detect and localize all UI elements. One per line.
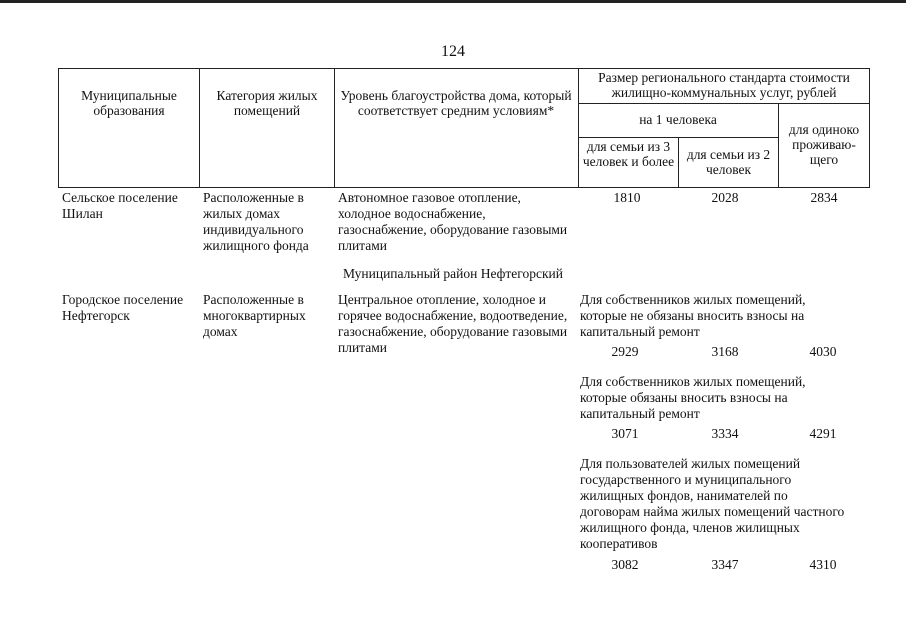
- header-category: Категория жилых помещений: [216, 88, 318, 118]
- row2-group3-single: 4310: [809, 557, 837, 572]
- row2-group3-family2: 3347: [711, 557, 739, 572]
- header-level: Уровень благоустройства дома, который соответствует средним условиям*: [340, 88, 572, 118]
- header-mid-line: [578, 103, 870, 104]
- row2-municipal: Городское поселение Нефтегорск: [62, 292, 184, 323]
- header-municipal: Муниципальные образования: [81, 88, 177, 118]
- header-per-person: на 1 человека: [639, 112, 717, 127]
- row2-level: Центральное отопление, холодное и горячее водоснабжение, водоотведение, газоснабжение, оборудование газовыми плитами: [338, 292, 568, 355]
- district-heading: Муниципальный район Нефтегорский: [342, 266, 563, 281]
- row2-group3-family3: 3082: [611, 557, 639, 572]
- header-vline-2: [334, 68, 335, 188]
- row2-group2-family2: 3334: [711, 426, 739, 441]
- row1-municipal: Сельское поселение Шилан: [62, 190, 178, 221]
- row2-category: Расположенные в многоквартирных домах: [203, 292, 306, 339]
- header-vline-0: [58, 68, 59, 188]
- header-vline-4: [678, 137, 679, 188]
- top-border: [0, 0, 906, 3]
- row2-group1-single: 4030: [809, 344, 837, 359]
- row2-group2-label: Для собственников жилых помещений, которые обязаны вносить взносы на капитальный ремонт: [580, 374, 806, 421]
- header-vline-3: [578, 68, 579, 188]
- row1-level: Автономное газовое отопление, холодное водоснабжение, газоснабжение, оборудование газовыми плитами: [338, 190, 568, 253]
- header-bottom-line: [58, 187, 870, 188]
- row2-group2-single: 4291: [809, 426, 837, 441]
- header-family3: для семьи из 3 человек и более: [582, 139, 675, 169]
- row2-group1-family2: 3168: [711, 344, 739, 359]
- header-family2: для семьи из 2 человек: [686, 147, 771, 177]
- header-top-line: [58, 68, 870, 69]
- row1-value-single: 2834: [810, 190, 838, 205]
- header-vline-1: [199, 68, 200, 188]
- header-single: для одиноко проживаю-щего: [788, 122, 860, 167]
- row2-group1-label: Для собственников жилых помещений, которые не обязаны вносить взносы на капитальный ремонт: [580, 292, 806, 339]
- row1-value-family3: 1810: [613, 190, 641, 205]
- header-standard-size: Размер регионального стандарта стоимости жилищно-коммунальных услуг, рублей: [598, 70, 850, 100]
- row1-category: Расположенные в жилых домах индивидуального жилищного фонда: [203, 190, 309, 253]
- row1-value-family2: 2028: [711, 190, 739, 205]
- row2-group3-label: Для пользователей жилых помещений государственного и муниципального жилищных фондов, нанимателей по договорам найма жилых помещений частного жилищного фонда, членов жилищных кооперативов: [580, 456, 845, 551]
- header-vline-5: [778, 103, 779, 188]
- row2-group1-family3: 2929: [611, 344, 639, 359]
- header-vline-6: [869, 68, 870, 188]
- row2-group2-family3: 3071: [611, 426, 639, 441]
- page-number: 124: [441, 43, 465, 60]
